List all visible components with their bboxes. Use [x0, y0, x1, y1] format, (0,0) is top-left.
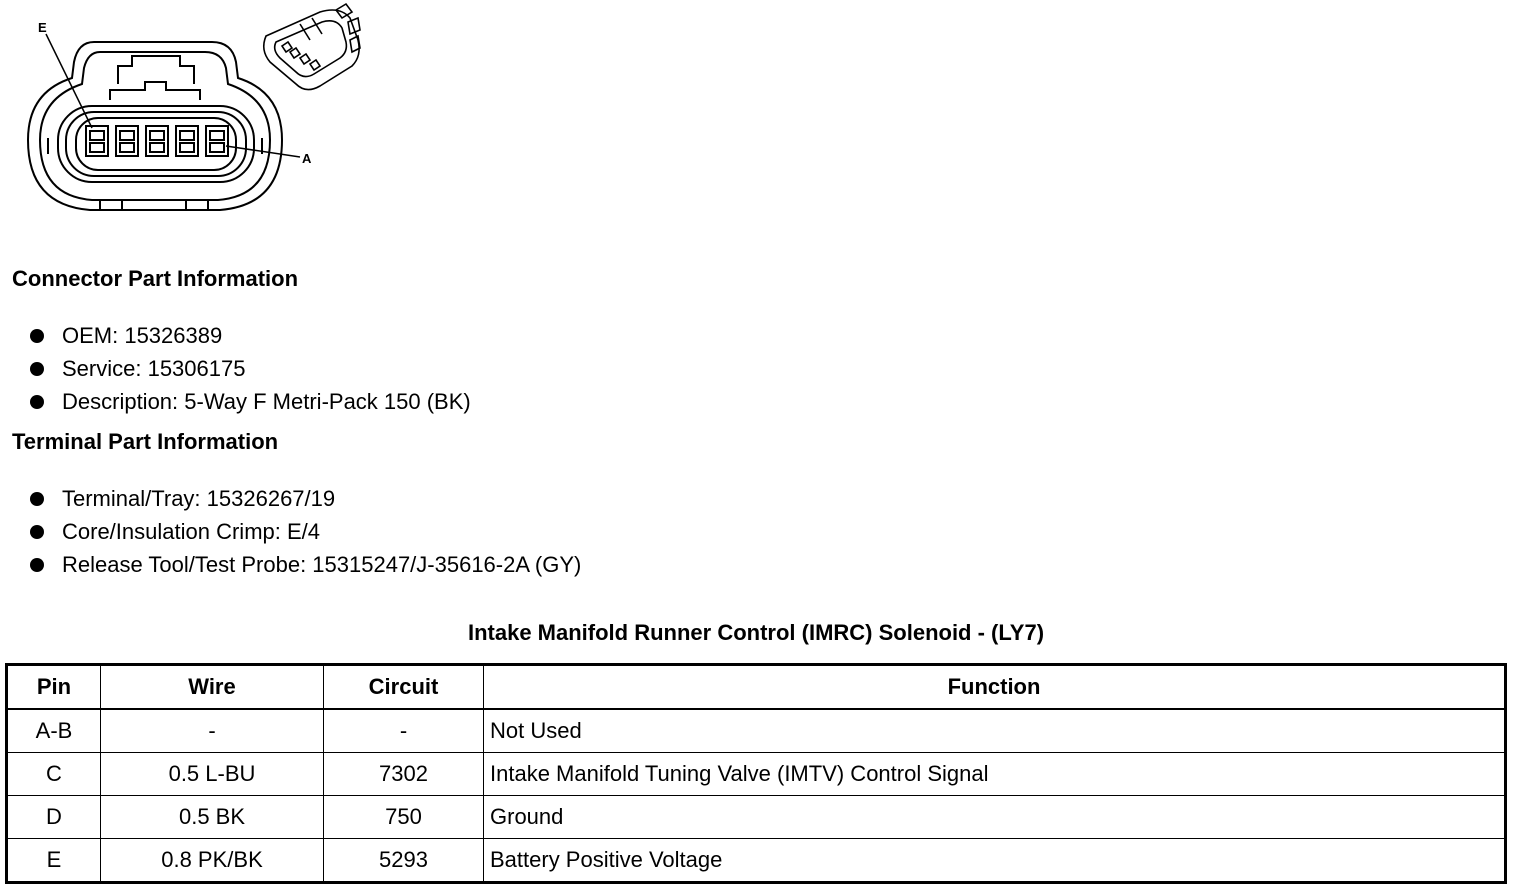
pin-label-a: A [302, 151, 312, 166]
table-row [7, 709, 1506, 753]
list-item: Terminal/Tray: 15326267/19 [0, 482, 581, 515]
connector-latch [118, 56, 194, 84]
terminal-info-list [0, 482, 581, 581]
function-cell: Intake Manifold Tuning Valve (IMTV) Control Signal [484, 753, 1506, 796]
list-item: Service: 15306175 [0, 352, 471, 385]
wire-cell: 0.5 L-BU [101, 753, 324, 796]
connector-info-list [0, 319, 471, 418]
list-item: Core/Insulation Crimp: E/4 [0, 515, 581, 548]
connector-isometric-image [264, 4, 360, 90]
pin-label-e: E [38, 20, 47, 35]
pin-cell: C [7, 753, 101, 796]
bullet-icon [30, 525, 44, 539]
table-row [7, 839, 1506, 883]
list-item: OEM: 15326389 [0, 319, 471, 352]
wire-cell: 0.8 PK/BK [101, 839, 324, 883]
function-cell: Not Used [484, 709, 1506, 753]
bullet-icon [30, 395, 44, 409]
bullet-icon [30, 329, 44, 343]
column-header-wire: Wire [101, 665, 324, 710]
table-header-row [7, 665, 1506, 710]
wire-cell: - [101, 709, 324, 753]
column-header-function: Function [484, 665, 1506, 710]
function-cell: Ground [484, 796, 1506, 839]
bullet-icon [30, 558, 44, 572]
column-header-pin: Pin [7, 665, 101, 710]
pin-cell: E [7, 839, 101, 883]
list-item: Release Tool/Test Probe: 15315247/J-35616-2A (GY) [0, 548, 581, 581]
terminal-info-heading: Terminal Part Information [12, 429, 279, 454]
circuit-cell: 5293 [324, 839, 484, 883]
pinout-table [5, 663, 1507, 884]
terminal-cavities [86, 126, 228, 156]
circuit-cell: 750 [324, 796, 484, 839]
pin-cell: D [7, 796, 101, 839]
circuit-cell: 7302 [324, 753, 484, 796]
table-title: Intake Manifold Runner Control (IMRC) Solenoid - (LY7) [467, 620, 1045, 645]
function-cell: Battery Positive Voltage [484, 839, 1506, 883]
bullet-icon [30, 362, 44, 376]
wire-cell: 0.5 BK [101, 796, 324, 839]
column-header-circuit: Circuit [324, 665, 484, 710]
pin-cell: A-B [7, 709, 101, 753]
table-row [7, 796, 1506, 839]
list-item: Description: 5-Way F Metri-Pack 150 (BK) [0, 385, 471, 418]
connector-diagram [0, 0, 380, 230]
circuit-cell: - [324, 709, 484, 753]
bullet-icon [30, 492, 44, 506]
table-row [7, 753, 1506, 796]
connector-info-heading: Connector Part Information [12, 266, 299, 291]
